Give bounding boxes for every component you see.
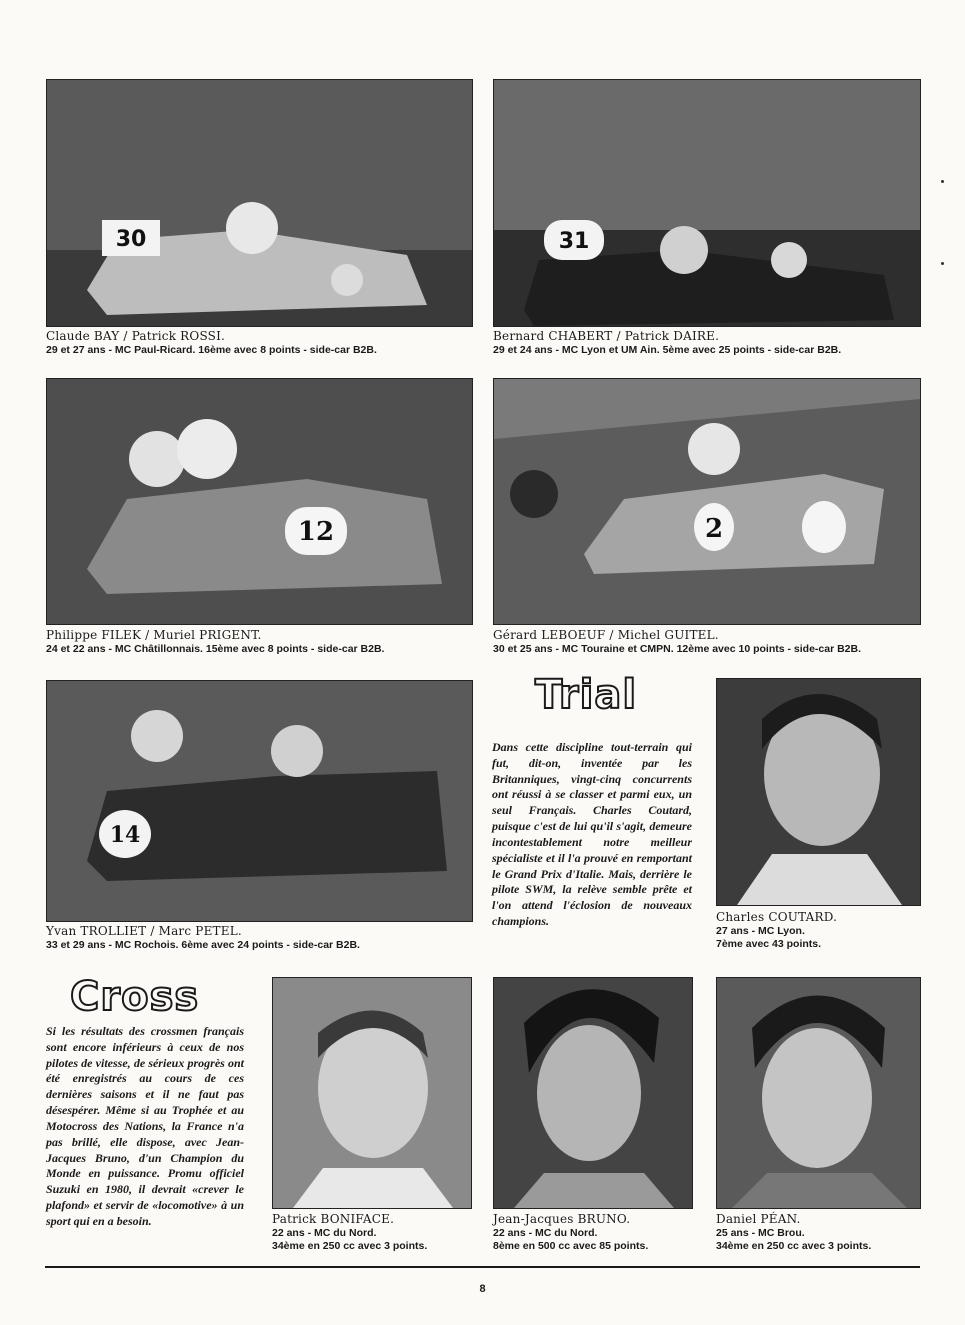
trial-rider-portrait (716, 678, 921, 906)
sidecar-number-3: 12 (297, 517, 335, 547)
sidecar-caption-5 (46, 924, 476, 952)
trial-section-title: Trial (535, 672, 638, 718)
footer-rule (45, 1266, 920, 1268)
rider-club: 25 ans - MC Brou. (716, 1227, 805, 1239)
sidecar-crew-info: 33 et 29 ans - MC Rochois. 6ème avec 24 points - side-car B2B. (46, 939, 360, 951)
rider-club: 22 ans - MC du Nord. (272, 1227, 377, 1239)
rider-result: 34ème en 250 cc avec 3 points. (272, 1240, 428, 1253)
sidecar-crew-name: Gérard LEBOEUF / Michel GUITEL. (493, 628, 719, 642)
rider-name: Daniel PÉAN. (716, 1212, 801, 1226)
cross-rider-portrait-3 (716, 977, 921, 1209)
sidecar-caption-2 (493, 329, 923, 357)
scan-speck (941, 180, 944, 183)
rider-name: Charles COUTARD. (716, 910, 838, 924)
rider-club: 22 ans - MC du Nord. (493, 1227, 598, 1239)
sidecar-crew-name: Yvan TROLLIET / Marc PETEL. (46, 924, 242, 938)
sidecar-crew-info: 30 et 25 ans - MC Touraine et CMPN. 12ème avec 10 points - side-car B2B. (493, 643, 862, 655)
cross-article-text: Si les résultats des crossmen français sont encore inférieurs à ceux de nos pilotes de vitesse, de sérieux progrès ont été enregistrés au cours de ces dernières saisons et il ne faut pas désespérer. Même si au Trophée et au Motocross des Nations, la France n'a pas brillé, elle dispose, avec Jean-Jacques Bruno, d'un Champion du Monde en puissance. Promu officiel Suzuki en 1980, il devrait «crever le plafond» et servir de «locomotive» à un sport qui en a besoin. (46, 1024, 244, 1228)
sidecar-crew-info: 24 et 22 ans - MC Châtillonnais. 15ème avec 8 points - side-car B2B. (46, 643, 385, 655)
sidecar-crew-name: Bernard CHABERT / Patrick DAIRE. (493, 329, 720, 343)
sidecar-caption-3 (46, 628, 476, 656)
rider-name: Patrick BONIFACE. (272, 1212, 395, 1226)
cross-rider-caption-3 (716, 1212, 931, 1253)
sidecar-caption-1 (46, 329, 476, 357)
sidecar-crew-info: 29 et 27 ans - MC Paul-Ricard. 16ème avec 8 points - side-car B2B. (46, 344, 377, 356)
sidecar-caption-4 (493, 628, 923, 656)
sidecar-crew-info: 29 et 24 ans - MC Lyon et UM Ain. 5ème avec 25 points - side-car B2B. (493, 344, 842, 356)
sidecar-number-4: 2 (704, 514, 724, 544)
sidecar-photo-4 (493, 378, 921, 625)
trial-rider-caption (716, 910, 926, 951)
rider-result: 34ème en 250 cc avec 3 points. (716, 1240, 872, 1253)
cross-section-title: Cross (70, 974, 200, 1020)
rider-club: 27 ans - MC Lyon. (716, 925, 805, 937)
sidecar-number-5: 14 (109, 822, 141, 848)
cross-rider-caption-1 (272, 1212, 487, 1253)
sidecar-crew-name: Philippe FILEK / Muriel PRIGENT. (46, 628, 262, 642)
rider-result: 8ème en 500 cc avec 85 points. (493, 1240, 649, 1253)
page-number: 8 (479, 1283, 486, 1295)
sidecar-photo-5 (46, 680, 473, 922)
sidecar-photo-2 (493, 79, 921, 327)
sidecar-photo-3 (46, 378, 473, 625)
cross-rider-caption-2 (493, 1212, 708, 1253)
sidecar-photo-1 (46, 79, 473, 327)
sidecar-number-1: 30 (115, 227, 147, 252)
cross-rider-portrait-2 (493, 977, 693, 1209)
sidecar-number-2: 31 (558, 229, 590, 254)
rider-name: Jean-Jacques BRUNO. (493, 1212, 631, 1226)
trial-article-text: Dans cette discipline tout-terrain qui fut, dit-on, inventée par les Britanniques, vingt-cinq concurrents ont réussi à se classer et parmi eux, un seul Français. Charles Coutard, puisque c'est de lui qu'il s'agit, demeure incontestablement notre meilleur spécialiste et il l'a prouvé en remportant le Grand Prix d'Italie. Mais, derrière le pilote SWM, la relève semble prête et l'on attend l'éclosion de nouveaux champions. (492, 740, 692, 929)
sidecar-crew-name: Claude BAY / Patrick ROSSI. (46, 329, 226, 343)
rider-result: 7ème avec 43 points. (716, 938, 822, 951)
scan-speck (941, 262, 944, 265)
cross-rider-portrait-1 (272, 977, 472, 1209)
